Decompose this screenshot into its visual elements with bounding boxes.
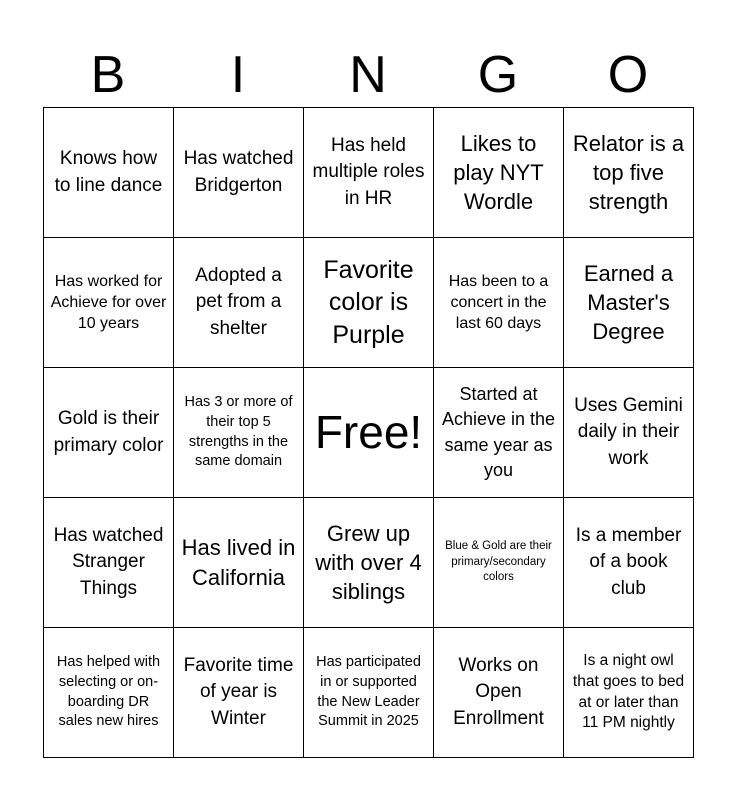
cell-text: Likes to play NYT Wordle (453, 130, 544, 215)
cell-text: Favorite time of year is Winter (183, 654, 294, 729)
bingo-cell[interactable] (434, 628, 564, 758)
cell-text: Has participated in or supported the New Leader Summit in 2025 (316, 654, 421, 730)
cell-text: Earned a Master's Degree (583, 260, 674, 345)
cell-text: Blue & Gold are their primary/secondary colors (445, 540, 552, 584)
bingo-cell[interactable] (174, 368, 304, 498)
cell-text: Has been to a concert in the last 60 days (448, 272, 549, 333)
header-letter-g: G (477, 46, 519, 104)
bingo-cell[interactable] (434, 368, 564, 498)
bingo-cell[interactable] (174, 108, 304, 238)
cell-text: Gold is their primary color (53, 407, 164, 456)
bingo-cell[interactable] (44, 108, 174, 238)
cell-text: Favorite color is Purple (323, 255, 414, 349)
bingo-cell[interactable] (564, 368, 694, 498)
cell-text: Knows how to line dance (54, 147, 163, 196)
bingo-cell[interactable] (304, 628, 434, 758)
bingo-cell[interactable] (304, 238, 434, 368)
bingo-board (43, 107, 694, 758)
bingo-cell[interactable] (434, 108, 564, 238)
bingo-cell[interactable] (304, 498, 434, 628)
bingo-cell[interactable] (564, 108, 694, 238)
cell-text: Relator is a top five strength (572, 130, 685, 215)
header-letter-n: N (349, 46, 387, 104)
cell-text: Started at Achieve in the same year as you (441, 384, 556, 480)
cell-text: Works on Open Enrollment (453, 654, 544, 729)
bingo-cell[interactable] (564, 238, 694, 368)
cell-text: Has lived in California (181, 535, 296, 590)
bingo-cell[interactable] (174, 498, 304, 628)
bingo-cell[interactable] (434, 238, 564, 368)
bingo-cell[interactable] (44, 368, 174, 498)
bingo-cell[interactable] (44, 238, 174, 368)
bingo-cell[interactable] (304, 108, 434, 238)
header-letter-i: I (230, 46, 246, 104)
cell-text: Grew up with over 4 siblings (315, 520, 422, 605)
bingo-cell[interactable] (434, 498, 564, 628)
cell-text: Is a night owl that goes to bed at or later than 11 PM nightly (572, 652, 685, 732)
free-space-label: Free! (314, 406, 423, 459)
bingo-header (43, 42, 693, 108)
cell-text: Is a member of a book club (575, 524, 682, 599)
free-space-cell[interactable] (304, 368, 434, 498)
cell-text: Has held multiple roles in HR (312, 134, 425, 209)
cell-text: Has watched Bridgerton (183, 147, 294, 196)
bingo-cell[interactable] (174, 238, 304, 368)
header-letter-o: O (607, 46, 649, 104)
cell-text: Has worked for Achieve for over 10 years (50, 272, 167, 333)
cell-text: Has 3 or more of their top 5 strengths in the same domain (184, 394, 293, 470)
bingo-cell[interactable] (564, 628, 694, 758)
bingo-cell[interactable] (44, 628, 174, 758)
cell-text: Has helped with selecting or on-boarding DR sales new hires (56, 654, 161, 730)
bingo-cell[interactable] (564, 498, 694, 628)
cell-text: Adopted a pet from a shelter (195, 264, 282, 339)
bingo-cell[interactable] (174, 628, 304, 758)
header-letter-b: B (90, 46, 126, 104)
cell-text: Uses Gemini daily in their work (574, 394, 683, 469)
cell-text: Has watched Stranger Things (53, 524, 164, 599)
bingo-cell[interactable] (44, 498, 174, 628)
